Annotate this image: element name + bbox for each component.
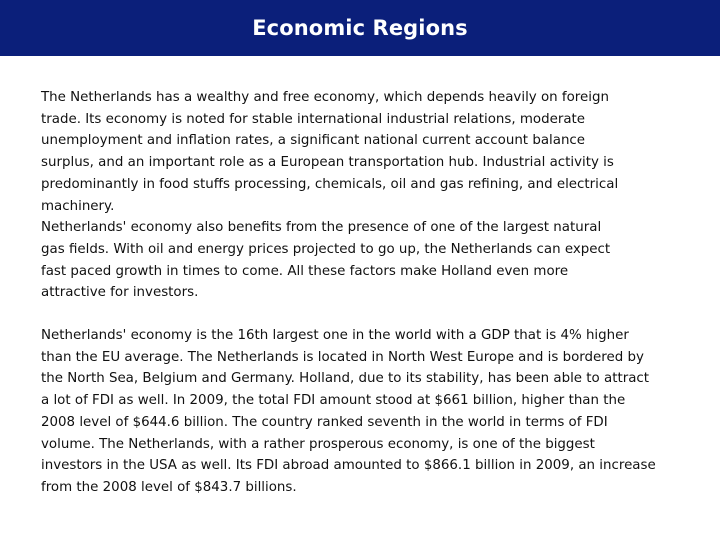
paragraph-economy-overview: The Netherlands has a wealthy and free economy, which depends heavily on foreign trade. Its economy is noted for stable international industrial relations, moderate unemployment and inflation rates, a significant national current account balance surplus, and an important role as a European transportation hub. Industrial activity is predominantly in food stuffs processing, chemicals, oil and gas refining, and electrical machinery. (41, 90, 619, 214)
paragraph-gas-fields: Netherlands' economy also benefits from the presence of one of the largest natural gas fields. With oil and energy prices projected to go up, the Netherlands can expect fast paced growth in times to come. All these factors make Holland even more attractive for investors. (41, 220, 611, 301)
title-bar (0, 0, 720, 56)
paragraph-gdp-fdi: Netherlands' economy is the 16th largest one in the world with a GDP that is 4% higher than the EU average. The Netherlands is located in North West Europe and is bordered by the North Sea, Belgium and Germany. Holland, due to its stability, has been able to attract a lot of FDI as well. In 2009, the total FDI amount stood at $661 billion, higher than the 2008 level of $644.6 billion. The country ranked seventh in the world in terms of FDI volume. The Netherlands, with a rather prosperous economy, is one of the biggest investors in the USA as well. Its FDI abroad amounted to $866.1 billion in 2009, an increase from the 2008 level of $843.7 billions. (41, 328, 656, 495)
slide-body (41, 87, 709, 499)
slide-title: Economic Regions (252, 16, 468, 40)
paragraph-spacer (41, 304, 709, 325)
